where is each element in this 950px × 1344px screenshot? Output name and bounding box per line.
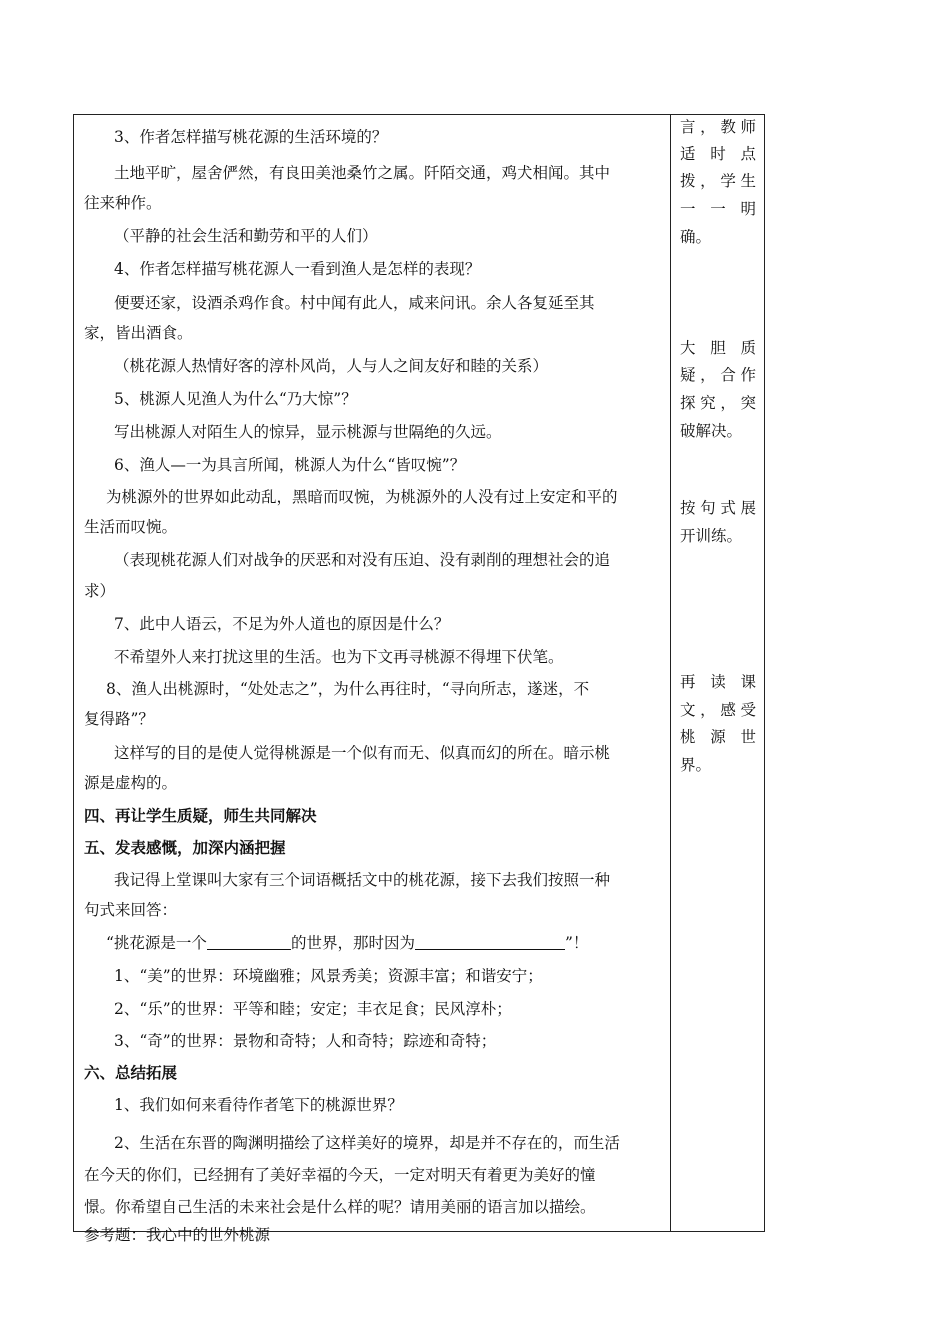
- section-5-heading: 五、发表感慨，加深内涵把握: [84, 838, 286, 857]
- side-note-3-line1: 按句式展: [680, 499, 756, 517]
- summary-question-1: 1、我们如何来看待作者笔下的桃源世界？: [114, 1096, 403, 1114]
- pattern-part-3: ”！: [564, 934, 589, 952]
- note-6-line1: （表现桃花源人们对战争的厌恶和对没有压迫、没有剥削的理想社会的追: [114, 551, 611, 569]
- side-note-2-line4: 破解决。: [680, 422, 743, 440]
- side-note-2-line2: 疑，合作: [680, 366, 756, 384]
- sentence-pattern: [106, 933, 588, 953]
- section-5-intro-line1: 我记得上堂课叫大家有三个词语概括文中的桃花源，接下去我们按照一种: [114, 871, 611, 889]
- answer-6-line2: 生活而叹惋。: [84, 518, 178, 536]
- side-note-1-line3: 拨，学生: [680, 172, 756, 190]
- note-4: （桃花源人热情好客的淳朴风尚，人与人之间友好和睦的关系）: [114, 357, 549, 375]
- answer-5: 写出桃源人对陌生人的惊异，显示桃源与世隔绝的久远。: [114, 423, 502, 441]
- question-3: 3、作者怎样描写桃花源的生活环境的？: [114, 128, 388, 146]
- question-7: 7、此中人语云，不足为外人道也的原因是什么？: [114, 615, 450, 633]
- side-note-1-line1: 言，教师: [680, 118, 756, 136]
- question-5: 5、桃源人见渔人为什么“乃大惊”？: [114, 390, 357, 408]
- answer-6-line1: 为桃源外的世界如此动乱，黑暗而叹惋，为桃源外的人没有过上安定和平的: [106, 488, 618, 506]
- summary-question-2-line3: 憬。你希望自己生活的未来社会是什么样的呢？请用美丽的语言加以描绘。: [84, 1198, 596, 1216]
- side-note-4-line3: 桃源世: [680, 728, 756, 746]
- section-4-heading: 四、再让学生质疑，师生共同解决: [84, 806, 317, 825]
- answer-4-line1: 便要还家，设酒杀鸡作食。村中闻有此人，咸来问讯。余人各复延至其: [114, 294, 595, 312]
- question-6: 6、渔人—一为具言所闻，桃源人为什么“皆叹惋”？: [114, 456, 466, 474]
- reference-topic: 参考题：我心中的世外桃源: [84, 1226, 271, 1244]
- pattern-blank-1: [207, 933, 291, 950]
- side-note-1-line5: 确。: [680, 228, 712, 246]
- side-note-2-line3: 探究，突: [680, 394, 756, 412]
- answer-4-line2: 家，皆出酒食。: [84, 324, 193, 342]
- summary-question-2-line2: 在今天的你们，已经拥有了美好幸福的今天，一定对明天有着更为美好的憧: [84, 1166, 596, 1184]
- note-6-line2: 求）: [84, 582, 116, 600]
- side-note-4-line1: 再读课: [680, 673, 756, 691]
- side-note-1-line4: 一一明: [680, 200, 756, 218]
- world-wonder: 3、“奇”的世界：景物和奇特；人和奇特；踪迹和奇特；: [114, 1032, 497, 1050]
- side-note-2-line1: 大胆质: [680, 339, 756, 357]
- section-5-intro-line2: 句式来回答：: [84, 901, 178, 919]
- question-8-line1: 8、渔人出桃源时，“处处志之”，为什么再往时，“寻向所志，遂迷，不: [106, 680, 590, 698]
- note-3: （平静的社会生活和勤劳和平的人们）: [114, 227, 378, 245]
- pattern-blank-2: [415, 933, 565, 950]
- answer-8-line1: 这样写的目的是使人觉得桃源是一个似有而无、似真而幻的所在。暗示桃: [114, 744, 611, 762]
- world-joy: 2、“乐”的世界：平等和睦；安定；丰衣足食；民风淳朴；: [114, 1000, 512, 1018]
- answer-7: 不希望外人来打扰这里的生活。也为下文再寻桃源不得埋下伏笔。: [114, 648, 564, 666]
- pattern-part-1: “挑花源是一个: [106, 934, 207, 952]
- section-6-heading: 六、总结拓展: [84, 1063, 178, 1082]
- pattern-part-2: 的世界，那时因为: [290, 934, 415, 952]
- answer-3-line2: 往来种作。: [84, 194, 162, 212]
- question-4: 4、作者怎样描写桃花源人一看到渔人是怎样的表现？: [114, 260, 481, 278]
- answer-3-line1: 土地平旷，屋舍俨然，有良田美池桑竹之属。阡陌交通，鸡犬相闻。其中: [114, 164, 611, 182]
- question-8-line2: 复得路”？: [84, 710, 154, 728]
- answer-8-line2: 源是虚构的。: [84, 774, 178, 792]
- side-note-4-line2: 文，感受: [680, 701, 756, 719]
- column-divider: [670, 115, 671, 1231]
- side-note-4-line4: 界。: [680, 756, 712, 774]
- side-note-3-line2: 开训练。: [680, 527, 743, 545]
- side-note-1-line2: 适时点: [680, 145, 756, 163]
- lesson-table: [73, 114, 765, 1244]
- world-beauty: 1、“美”的世界：环境幽雅；风景秀美；资源丰富；和谐安宁；: [114, 967, 543, 985]
- summary-question-2-line1: 2、生活在东晋的陶渊明描绘了这样美好的境界，却是并不存在的，而生活: [114, 1134, 620, 1152]
